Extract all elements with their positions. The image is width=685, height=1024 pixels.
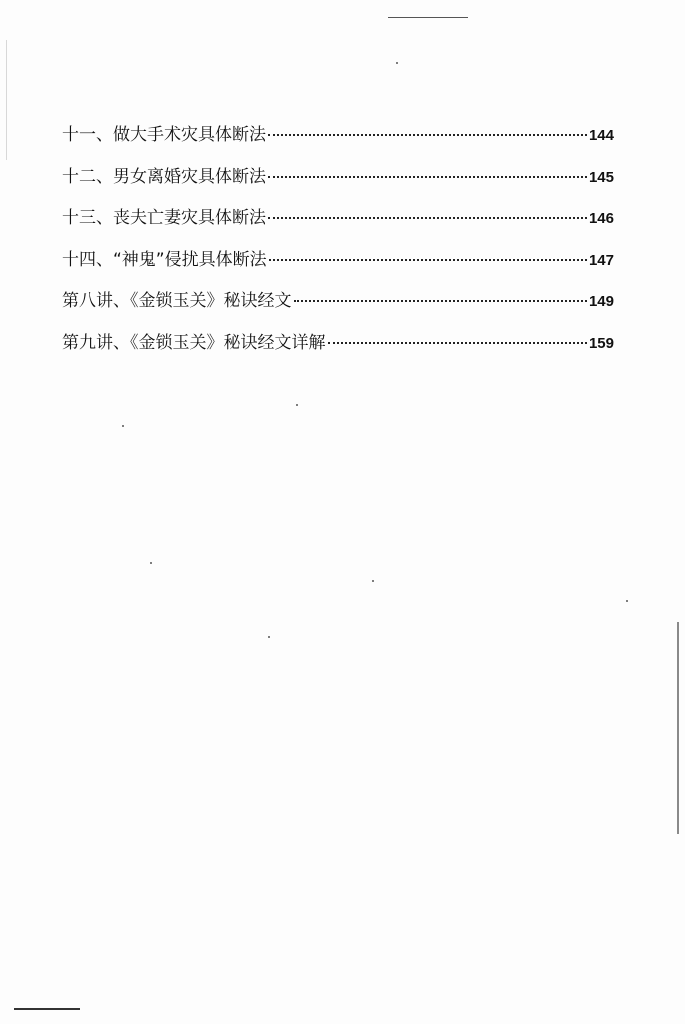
scan-speck <box>122 425 124 427</box>
toc-dot-leader <box>268 134 587 136</box>
scan-speck <box>296 404 298 406</box>
toc-dot-leader <box>268 176 587 178</box>
toc-entry-page: 144 <box>588 127 614 144</box>
toc-entry-title: 十三、丧夫亡妻灾具体断法 <box>62 208 266 229</box>
scan-speck <box>268 636 270 638</box>
table-of-contents <box>62 120 614 370</box>
scan-speck <box>150 562 152 564</box>
toc-entry-title: 十二、男女离婚灾具体断法 <box>62 166 266 187</box>
toc-entry-title: 第八讲、《金锁玉关》秘诀经文 <box>62 291 292 312</box>
header-rule <box>388 17 468 18</box>
toc-entry-page: 145 <box>588 168 614 186</box>
scan-edge-right <box>677 622 679 834</box>
toc-dot-leader <box>294 300 587 302</box>
toc-entry-page: 147 <box>588 251 614 269</box>
scan-speck <box>626 600 628 602</box>
scan-edge-left <box>6 40 7 160</box>
toc-entry[interactable] <box>62 162 614 204</box>
toc-entry-page: 159 <box>588 334 614 352</box>
toc-entry[interactable] <box>62 203 614 245</box>
toc-entry-title: 十四、“神鬼”侵扰具体断法 <box>62 249 267 270</box>
toc-dot-leader <box>269 259 587 261</box>
toc-entry-title: 十一、做大手术灾具体断法 <box>62 125 266 145</box>
toc-entry[interactable] <box>62 328 614 370</box>
toc-entry-page: 149 <box>588 293 614 311</box>
toc-entry[interactable] <box>62 120 614 162</box>
toc-entry[interactable] <box>62 286 614 328</box>
scan-speck <box>396 62 398 64</box>
toc-dot-leader <box>268 217 587 219</box>
toc-dot-leader <box>328 342 587 344</box>
toc-entry-page: 146 <box>588 210 614 228</box>
toc-entry[interactable] <box>62 245 614 287</box>
toc-entry-title: 第九讲、《金锁玉关》秘诀经文详解 <box>62 332 326 353</box>
scan-speck <box>372 580 374 582</box>
footer-rule <box>14 1008 80 1010</box>
